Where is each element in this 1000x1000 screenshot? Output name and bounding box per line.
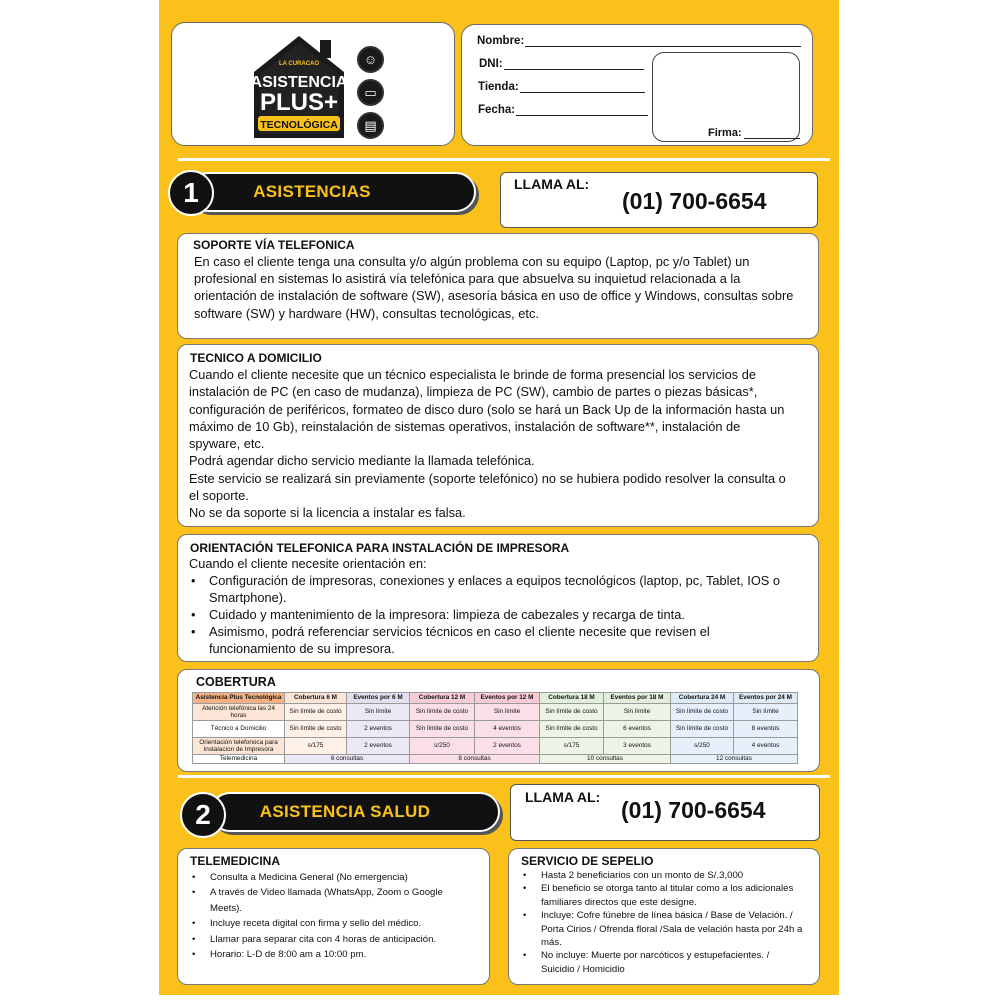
table-cell: 10 consultas — [540, 755, 671, 764]
table-cell: Sin límite de costo — [540, 704, 604, 721]
table-cell: Sin límite de costo — [671, 704, 734, 721]
laptop-icon: ▭ — [357, 79, 384, 106]
table-header: Eventos por 12 M — [475, 693, 540, 704]
sepelio-bullet — [521, 869, 807, 882]
section1-number: 1 — [168, 170, 214, 216]
dni-field[interactable] — [479, 58, 644, 70]
table-cell: 6 eventos — [604, 721, 671, 738]
table-row-telemedicina — [193, 755, 798, 764]
table-cell: 4 eventos — [734, 738, 798, 755]
logo-icon-column — [357, 46, 387, 145]
table-cell: Sin límite — [734, 704, 798, 721]
table-row — [193, 704, 798, 721]
fecha-label: Fecha: — [478, 104, 516, 116]
table-header: Cobertura 18 M — [540, 693, 604, 704]
section1-phone-number[interactable]: (01) 700-6654 — [622, 188, 767, 214]
telemedicina-bullet: • A través de Video llamada (WhatsApp, Zoom o Google Meets). — [190, 885, 477, 916]
bullet-line: Porta Cirios / Ofrenda floral /Sala de velación hasta por 24h a — [541, 923, 803, 935]
soporte-line: software (SW) y hardware (HW), consultas tecnológicas, etc. — [194, 305, 539, 321]
tecnico-line: No se da soporte si la licencia a instalar es falsa. — [189, 505, 466, 521]
bullet-line: Smartphone). — [209, 590, 287, 605]
tecnico-body — [189, 366, 807, 522]
dni-line[interactable] — [504, 58, 644, 70]
nombre-label: Nombre: — [477, 35, 525, 47]
table-cell: Sin límite de costo — [671, 721, 734, 738]
bullet-line: familiares directos que este designe. — [541, 896, 697, 908]
divider-middle — [178, 775, 830, 778]
table-cell: Sin límite de costo — [410, 721, 475, 738]
tecnico-line: spyware, etc. — [189, 436, 265, 452]
tecnico-domicilio-panel — [177, 344, 819, 527]
bullet-line: • Asimismo, podrá referenciar servicios técnicos en caso el cliente necesite que revisen el — [209, 624, 710, 639]
nombre-field[interactable] — [477, 35, 801, 47]
sepelio-bullets — [521, 869, 807, 976]
table-cell: 12 consultas — [671, 755, 798, 764]
telemedicina-bullet: • Incluye receta digital con firma y sello del médico. — [190, 916, 477, 931]
impresora-bullet — [189, 606, 807, 623]
fecha-line[interactable] — [516, 104, 648, 116]
table-cell: Sin límite de costo — [540, 721, 604, 738]
table-cell: Telemedicina — [193, 755, 285, 764]
table-cell: 3 eventos — [604, 738, 671, 755]
dni-label: DNI: — [479, 58, 503, 70]
telemedicina-bullet: • Llamar para separar cita con 4 horas de anticipación. — [190, 932, 477, 947]
printer-icon: ▤ — [357, 112, 384, 139]
sepelio-bullet — [521, 909, 807, 949]
table-cell: Atención telefónica las 24 horas — [193, 704, 285, 721]
bullet-line: más. — [541, 937, 562, 949]
table-cell: 8 eventos — [734, 721, 798, 738]
soporte-body — [194, 253, 807, 322]
sepelio-bullet — [521, 949, 807, 976]
nombre-line[interactable] — [525, 35, 801, 47]
table-cell: s/250 — [410, 738, 475, 755]
bullet-line: Suicidio / Homicidio — [541, 963, 625, 975]
telemedicina-bullet: • Consulta a Medicina General (No emergencia) — [190, 870, 477, 885]
tecnico-line: el soporte. — [189, 488, 249, 504]
table-header: Eventos por 24 M — [734, 693, 798, 704]
bullet-line: • Cuidado y mantenimiento de la impresora: limpieza de cabezales y recarga de tinta. — [209, 607, 685, 622]
table-cell: Sin límite de costo — [285, 721, 347, 738]
telemedicina-title: TELEMEDICINA — [190, 854, 280, 868]
impresora-bullet — [189, 572, 807, 606]
table-header: Cobertura 6 M — [285, 693, 347, 704]
sepelio-title: SERVICIO DE SEPELIO — [521, 854, 654, 868]
section2-title-pill — [210, 792, 500, 832]
impresora-title: ORIENTACIÓN TELEFONICA PARA INSTALACIÓN DE IMPRESORA — [190, 541, 570, 555]
technician-icon: ☺ — [357, 46, 384, 73]
bullet-line: • Incluye: Cofre fúnebre de línea básica / Base de Velación. / — [541, 910, 793, 922]
tecnico-line: instalación de PC (en caso de mudanza), limpieza de PC (SW), cambio de partes o piezas básicas*, — [189, 384, 758, 400]
table-cell: 2 eventos — [347, 738, 410, 755]
table-cell: s/175 — [540, 738, 604, 755]
table-row — [193, 738, 798, 755]
impresora-bullet — [189, 623, 807, 657]
tienda-line[interactable] — [520, 81, 645, 93]
table-cell: Sin límite de costo — [410, 704, 475, 721]
fecha-field[interactable] — [478, 104, 648, 116]
section1-title-pill — [188, 172, 476, 212]
cobertura-header-row — [193, 693, 798, 704]
table-cell: 6 consultas — [285, 755, 410, 764]
impresora-intro: Cuando el cliente necesite orientación en: — [189, 556, 427, 571]
soporte-line: profesional en sistemas lo asistirá vía telefónica para que absuelva su inquietud relacionada a la — [194, 271, 741, 287]
tecnico-line: Este servicio se realizará sin previamente (soporte telefónico) no se hubiera podido resolver la consulta o — [189, 470, 786, 486]
table-header: Cobertura 24 M — [671, 693, 734, 704]
logo-line3: TECNOLÓGICA — [260, 119, 338, 131]
cobertura-title: COBERTURA — [196, 675, 276, 689]
logo-brand-top: LA CURACAO — [278, 61, 320, 67]
tienda-label: Tienda: — [478, 81, 519, 93]
table-cell: s/250 — [671, 738, 734, 755]
section2-number: 2 — [180, 792, 226, 838]
logo-line2: PLUS+ — [259, 89, 339, 116]
table-cell: Sin límite — [604, 704, 671, 721]
impresora-panel — [177, 534, 819, 662]
table-cell: 8 consultas — [410, 755, 540, 764]
table-cell: s/175 — [285, 738, 347, 755]
table-cell: Sin límite — [475, 704, 540, 721]
sepelio-bullet — [521, 882, 807, 909]
table-cell: Técnico a Domicilio — [193, 721, 285, 738]
section2-phone-number[interactable]: (01) 700-6654 — [621, 797, 766, 823]
tecnico-line: Cuando el cliente necesite que un técnico especialista le brinde de forma presencial los servicios de — [189, 367, 756, 382]
table-header: Eventos por 18 M — [604, 693, 671, 704]
section1-title: ASISTENCIAS — [253, 182, 371, 201]
section2-call-label: LLAMA AL: — [525, 789, 601, 805]
table-cell: 2 eventos — [475, 738, 540, 755]
firma-field — [708, 127, 800, 139]
bullet-line: funcionamiento de su impresora. — [209, 641, 395, 656]
impresora-body — [189, 555, 807, 657]
tecnico-line: Podrá agendar dicho servicio mediante la llamada telefónica. — [189, 453, 535, 469]
soporte-title: SOPORTE VÍA TELEFONICA — [193, 238, 355, 252]
table-row — [193, 721, 798, 738]
tecnico-title: TECNICO A DOMICILIO — [190, 351, 322, 365]
table-cell: 4 eventos — [475, 721, 540, 738]
tienda-field[interactable] — [478, 81, 645, 93]
table-cell: Orientación telefonoca para Instalacion de Impresora — [193, 738, 285, 755]
table-cell: Sin límite de costo — [285, 704, 347, 721]
tecnico-line: configuración de periféricos, formateo de disco duro (solo se hará un Back Up de la información hasta un — [189, 401, 785, 417]
table-header: Eventos por 6 M — [347, 693, 410, 704]
bullet-line: • Hasta 2 beneficiarios con un monto de S/.3,000 — [541, 870, 744, 881]
bullet-line: • El beneficio se otorga tanto al titular como a los adicionales — [541, 883, 794, 895]
section1-call-label: LLAMA AL: — [514, 176, 590, 192]
soporte-line: orientación de instalación de software (SW), asesoría básica en uso de office y Windows, consultas sobre — [194, 288, 794, 304]
soporte-telefonico-panel — [177, 233, 819, 339]
asistencia-plus-logo — [244, 30, 354, 140]
bullet-line: • No incluye: Muerte por narcóticos y estupefacientes. / — [541, 950, 770, 962]
telemedicina-bullets — [190, 870, 477, 962]
impresora-bullets — [189, 572, 807, 657]
soporte-line: En caso el cliente tenga una consulta y/o algún problema con su equipo (Laptop, pc y/o Tablet) un — [194, 254, 750, 269]
table-cell: 2 eventos — [347, 721, 410, 738]
divider-top — [178, 158, 830, 161]
table-cell: Sin límite — [347, 704, 410, 721]
table-header: Asistencia Plus Tecnológica — [193, 693, 285, 704]
bullet-line: • Configuración de impresoras, conexiones y enlaces a equipos tecnológicos (laptop, pc, Tablet, IOS o — [209, 573, 780, 588]
firma-line — [744, 129, 800, 139]
section2-title: ASISTENCIA SALUD — [259, 802, 431, 821]
logo-line1: ASISTENCIA — [250, 74, 348, 91]
telemedicina-panel — [177, 848, 490, 985]
sepelio-panel — [508, 848, 820, 985]
cobertura-table — [192, 692, 798, 764]
tecnico-line: máximo de 10 Gb), reinstalación de sistemas operativos, instalación de software**, instalación de — [189, 418, 741, 434]
firma-label: Firma: — [708, 127, 742, 139]
table-header: Cobertura 12 M — [410, 693, 475, 704]
telemedicina-bullet: • Horario: L-D de 8:00 am a 10:00 pm. — [190, 947, 477, 962]
